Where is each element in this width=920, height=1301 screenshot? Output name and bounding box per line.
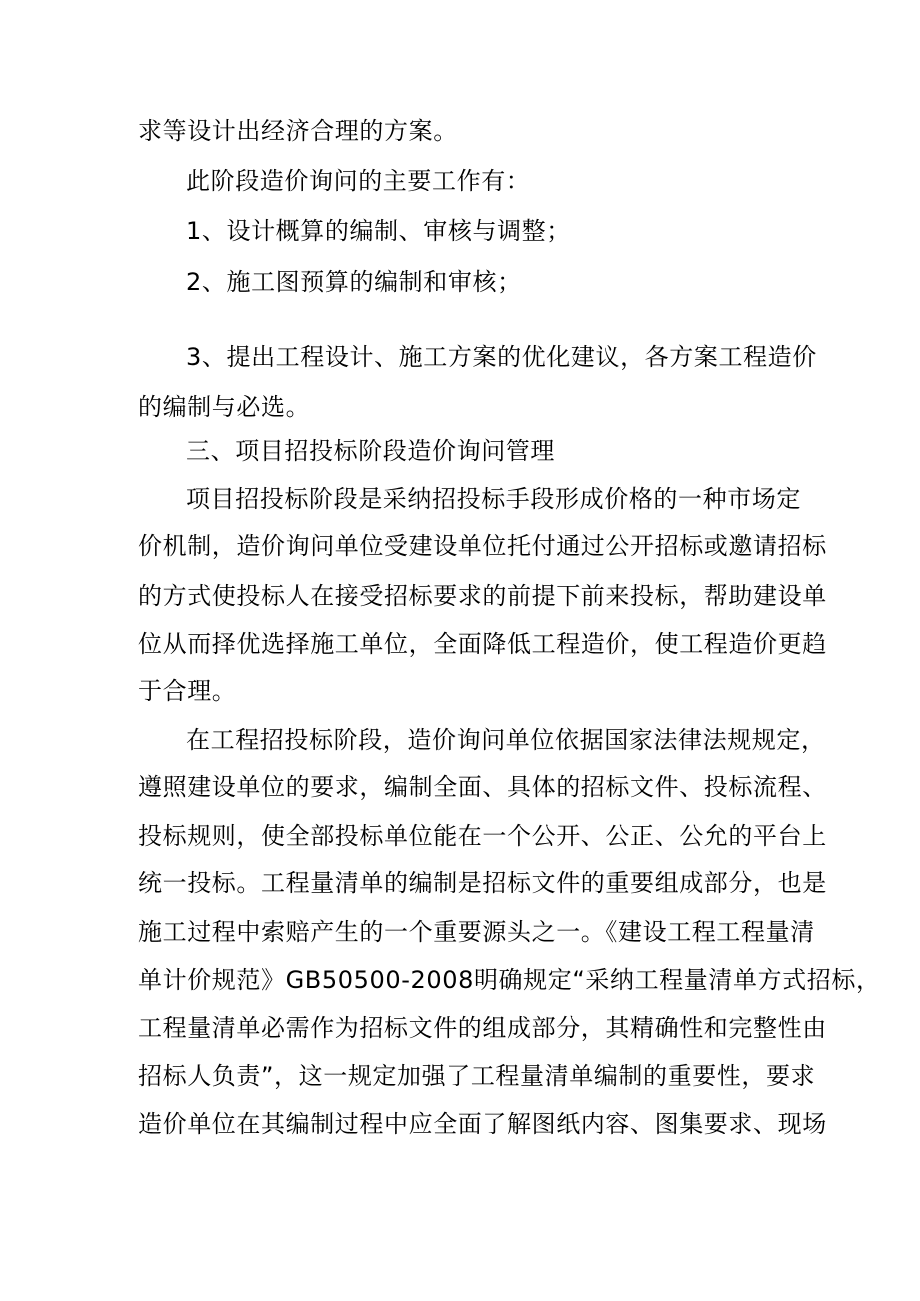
text-line: 的编制与必选。 [138, 393, 311, 421]
text-line: 单计价规范》GB50500-2008明确规定“采纳工程量清单方式招标， [138, 966, 881, 994]
text-line: 价机制，造价询问单位受建设单位托付通过公开招标或邀请招标 [138, 532, 827, 560]
text-line: 招标人负责”，这一规定加强了工程量清单编制的重要性，要求 [138, 1062, 816, 1090]
text-line: 的方式使投标人在接受招标要求的前提下前来投标，帮助建设单 [138, 582, 827, 610]
text-line: 此阶段造价询问的主要工作有： [186, 167, 531, 195]
text-line: 位从而择优选择施工单位，全面降低工程造价，使工程造价更趋 [138, 630, 827, 658]
text-line: 施工过程中索赔产生的一个重要源头之一。《建设工程工程量清 [138, 918, 815, 946]
list-item: 1、设计概算的编制、审核与调整； [186, 217, 571, 245]
text-line: 统一投标。工程量清单的编制是招标文件的重要组成部分，也是 [138, 869, 827, 897]
text-line: 投标规则，使全部投标单位能在一个公开、公正、公允的平台上 [138, 822, 827, 850]
text-line: 遵照建设单位的要求，编制全面、具体的招标文件、投标流程、 [138, 773, 827, 801]
text-line: 在工程招投标阶段，造价询问单位依据国家法律法规规定， [186, 726, 826, 754]
text-line: 于合理。 [138, 677, 237, 705]
text-line: 造价单位在其编制过程中应全面了解图纸内容、图集要求、现场 [138, 1110, 827, 1138]
section-heading: 三、项目招投标阶段造价询问管理 [186, 437, 555, 465]
list-item: 2、施工图预算的编制和审核； [186, 268, 522, 296]
list-item: 3、提出工程设计、施工方案的优化建议，各方案工程造价 [186, 343, 817, 371]
text-line: 工程量清单必需作为招标文件的组成部分，其精确性和完整性由 [138, 1014, 827, 1042]
text-line: 求等设计出经济合理的方案。 [138, 117, 458, 145]
text-line: 项目招投标阶段是采纳招投标手段形成价格的一种市场定 [186, 485, 801, 513]
